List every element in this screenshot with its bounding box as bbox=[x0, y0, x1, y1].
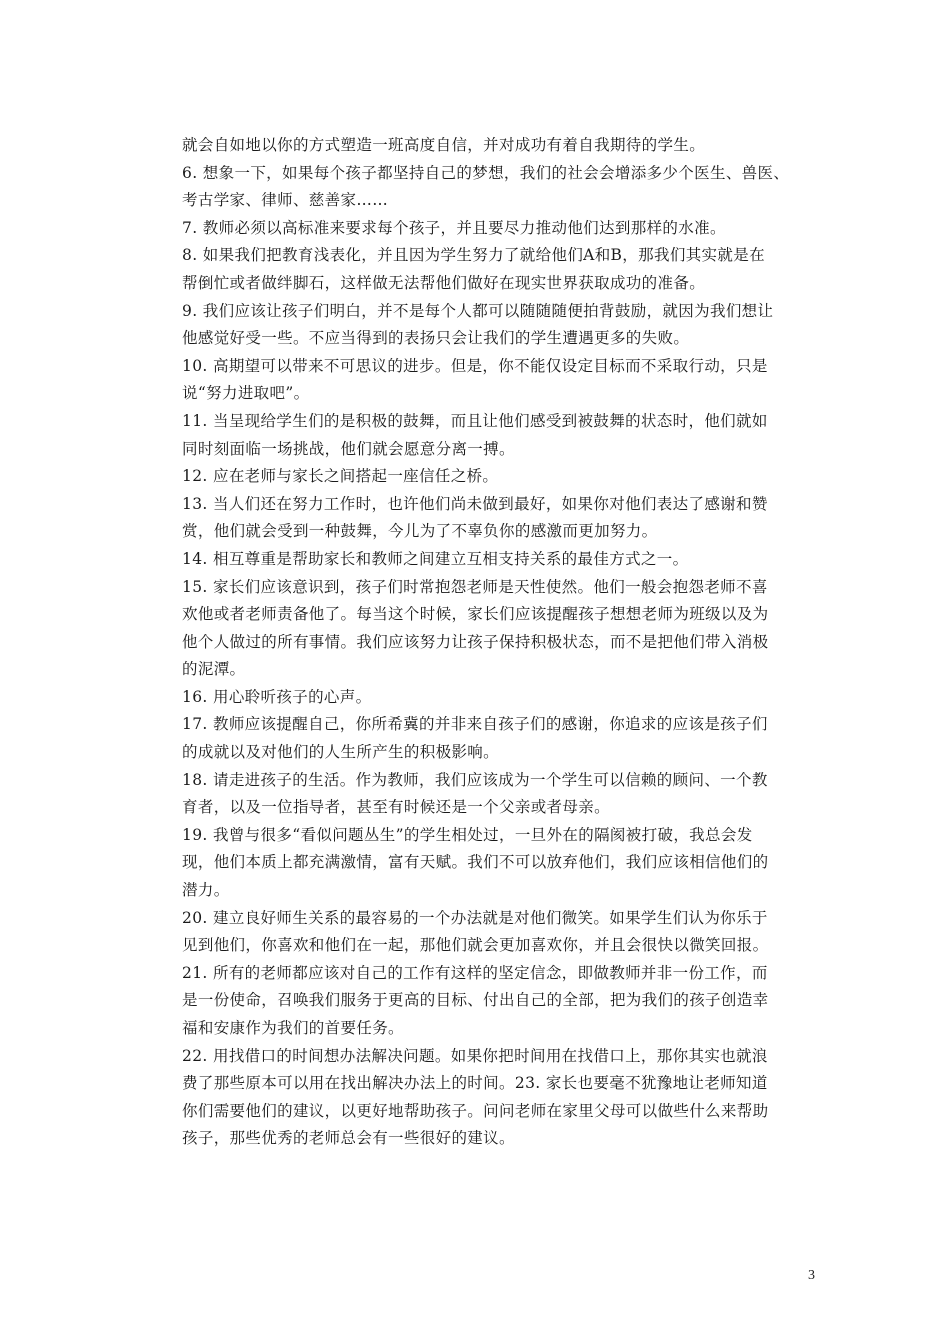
text-line: 11. 当呈现给学生们的是积极的鼓舞，而且让他们感受到被鼓舞的状态时，他们就如 bbox=[182, 411, 768, 430]
text-line: 赏，他们就会受到一种鼓舞，今儿为了不辜负你的感激而更加努力。 bbox=[182, 522, 658, 541]
text-line: 费了那些原本可以用在找出解决办法上的时间。23. 家长也要毫不犹豫地让老师知道 bbox=[182, 1074, 768, 1093]
text-line: 20. 建立良好师生关系的最容易的一个办法就是对他们微笑。如果学生们认为你乐于 bbox=[182, 908, 768, 927]
text-line: 13. 当人们还在努力工作时，也许他们尚未做到最好，如果你对他们表达了感谢和赞 bbox=[182, 494, 768, 513]
text-line: 说“努力进取吧”。 bbox=[182, 384, 310, 403]
text-line: 现，他们本质上都充满激情，富有天赋。我们不可以放弃他们，我们应该相信他们的 bbox=[182, 853, 769, 872]
text-line: 22. 用找借口的时间想办法解决问题。如果你把时间用在找借口上，那你其实也就浪 bbox=[182, 1046, 768, 1065]
text-line: 潜力。 bbox=[182, 881, 230, 900]
text-line: 7. 教师必须以高标准来要求每个孩子，并且要尽力推动他们达到那样的水准。 bbox=[182, 218, 726, 237]
text-line: 是一份使命，召唤我们服务于更高的目标、付出自己的全部，把为我们的孩子创造幸 bbox=[182, 991, 769, 1010]
text-line: 18. 请走进孩子的生活。作为教师，我们应该成为一个学生可以信赖的顾问、一个教 bbox=[182, 770, 768, 789]
text-line: 21. 所有的老师都应该对自己的工作有这样的坚定信念，即做教师并非一份工作，而 bbox=[182, 963, 768, 982]
text-line: 考古学家、律师、慈善家…… bbox=[182, 191, 389, 210]
page-number: 3 bbox=[808, 1268, 815, 1283]
text-line: 他个人做过的所有事情。我们应该努力让孩子保持积极状态，而不是把他们带入消极 bbox=[182, 632, 769, 651]
text-line: 同时刻面临一场挑战，他们就会愿意分离一搏。 bbox=[182, 439, 515, 458]
text-line: 6. 想象一下，如果每个孩子都坚持自己的梦想，我们的社会会增添多少个医生、兽医、 bbox=[182, 163, 790, 182]
text-line: 就会自如地以你的方式塑造一班高度自信，并对成功有着自我期待的学生。 bbox=[182, 136, 706, 154]
text-line: 的成就以及对他们的人生所产生的积极影响。 bbox=[182, 743, 500, 762]
text-line: 帮倒忙或者做绊脚石，这样做无法帮他们做好在现实世界获取成功的准备。 bbox=[182, 273, 706, 292]
text-line: 欢他或者老师责备他了。每当这个时候，家长们应该提醒孩子想想老师为班级以及为 bbox=[182, 605, 769, 624]
text-line: 8. 如果我们把教育浅表化，并且因为学生努力了就给他们A和B，那我们其实就是在 bbox=[182, 246, 765, 265]
text-line: 16. 用心聆听孩子的心声。 bbox=[182, 687, 372, 706]
text-line: 你们需要他们的建议，以更好地帮助孩子。问问老师在家里父母可以做些什么来帮助 bbox=[182, 1101, 769, 1120]
text-line: 10. 高期望可以带来不可思议的进步。但是，你不能仅设定目标而不采取行动，只是 bbox=[182, 356, 768, 375]
text-line: 见到他们，你喜欢和他们在一起，那他们就会更加喜欢你，并且会很快以微笑回报。 bbox=[182, 936, 769, 955]
text-line: 孩子，那些优秀的老师总会有一些很好的建议。 bbox=[182, 1129, 515, 1148]
text-line: 9. 我们应该让孩子们明白，并不是每个人都可以随随随便拍背鼓励，就因为我们想让 bbox=[182, 301, 774, 320]
text-line: 他感觉好受一些。不应当得到的表扬只会让我们的学生遭遇更多的失败。 bbox=[182, 329, 690, 348]
body-text bbox=[182, 132, 822, 1153]
text-line: 的泥潭。 bbox=[182, 660, 246, 679]
text-line: 福和安康作为我们的首要任务。 bbox=[182, 1019, 404, 1037]
text-line: 17. 教师应该提醒自己，你所希冀的并非来自孩子们的感谢，你追求的应该是孩子们 bbox=[182, 715, 768, 734]
text-line: 19. 我曾与很多“看似问题丛生”的学生相处过，一旦外在的隔阂被打破，我总会发 bbox=[182, 825, 753, 844]
text-line: 12. 应在老师与家长之间搭起一座信任之桥。 bbox=[182, 467, 499, 486]
text-line: 14. 相互尊重是帮助家长和教师之间建立互相支持关系的最佳方式之一。 bbox=[182, 549, 689, 568]
text-line: 育者，以及一位指导者，甚至有时候还是一个父亲或者母亲。 bbox=[182, 798, 610, 817]
text-line: 15. 家长们应该意识到，孩子们时常抱怨老师是天性使然。他们一般会抱怨老师不喜 bbox=[182, 577, 768, 596]
